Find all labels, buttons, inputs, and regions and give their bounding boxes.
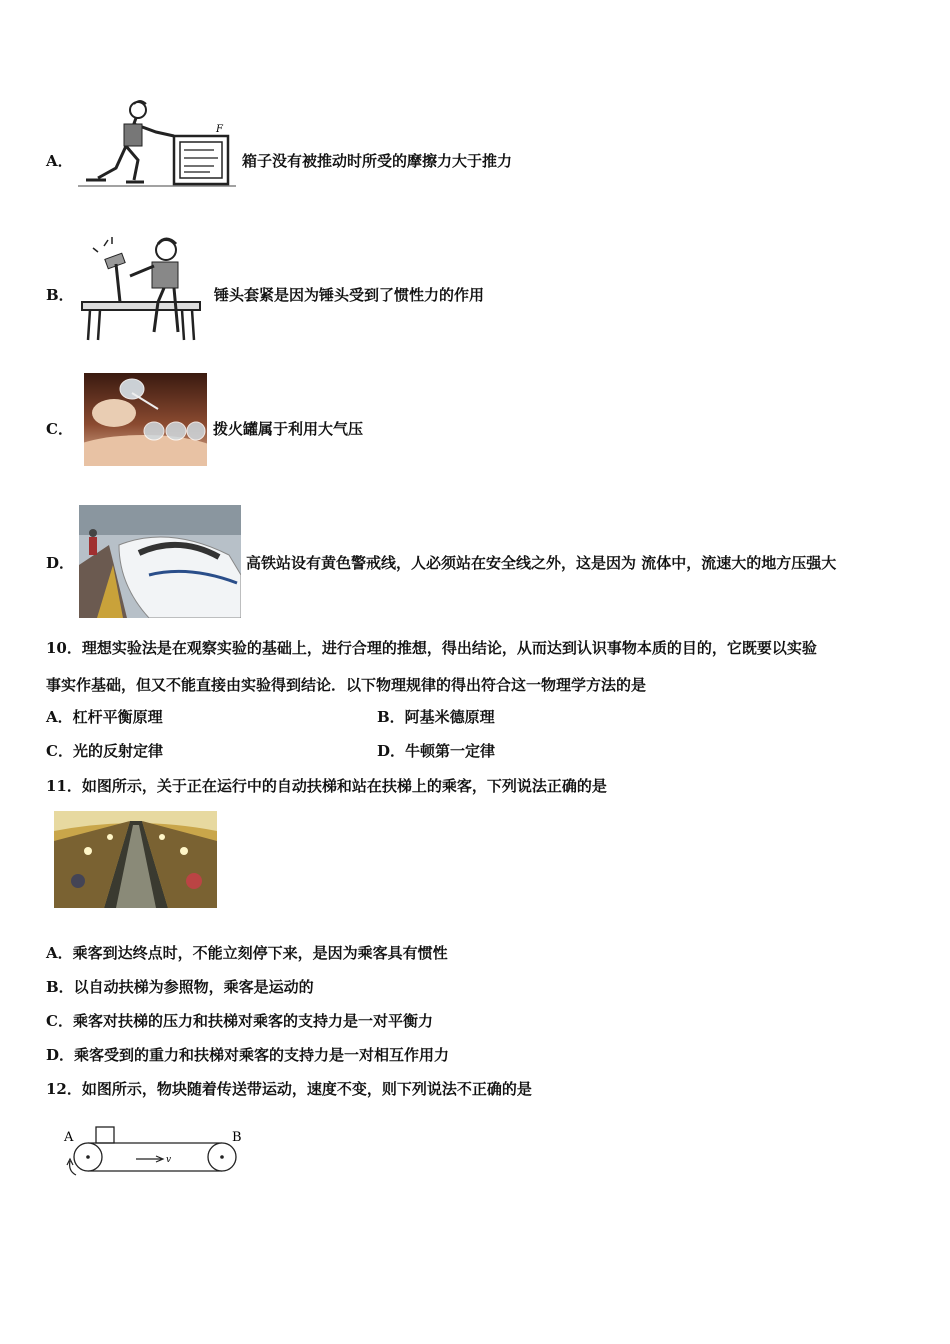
high-speed-train-image (79, 505, 241, 618)
option-b-letter: B． (46, 286, 74, 304)
cupping-image (84, 373, 207, 466)
block-shape (96, 1127, 114, 1143)
option-d-letter: D． (46, 554, 75, 572)
escalator-image (54, 811, 217, 908)
label-b: B (232, 1130, 242, 1145)
q12-stem: 12．如图所示，物块随着传送带运动，速度不变，则下列说法不正确的是 (46, 1080, 532, 1098)
q10-option-d: D．牛顿第一定律 (377, 742, 496, 760)
q10-option-a: A．杠杆平衡原理 (46, 708, 163, 726)
conveyor-belt-figure (60, 1123, 250, 1179)
q10-option-b: B．阿基米德原理 (377, 708, 495, 726)
q11-option-c: C．乘客对扶梯的压力和扶梯对乘客的支持力是一对平衡力 (46, 1012, 433, 1030)
q10-stem-line2: 事实作基础，但又不能直接由实验得到结论．以下物理规律的得出符合这一物理学方法的是 (46, 676, 647, 694)
option-b-text: 锤头套紧是因为锤头受到了惯性力的作用 (214, 286, 485, 304)
force-label: F (216, 124, 223, 135)
label-a: A (64, 1130, 74, 1145)
q11-option-b: B．以自动扶梯为参照物，乘客是运动的 (46, 978, 314, 996)
option-c-text: 拨火罐属于利用大气压 (213, 420, 364, 438)
hammer-bench-image (78, 236, 206, 344)
q11-option-d: D．乘客受到的重力和扶梯对乘客的支持力是一对相互作用力 (46, 1046, 450, 1064)
q10-option-c: C．光的反射定律 (46, 742, 163, 760)
option-c-letter: C． (46, 420, 73, 438)
option-d-text: 高铁站设有黄色警戒线，人必须站在安全线之外，这是因为 流体中，流速大的地方压强大 (246, 554, 837, 572)
q11-stem: 11．如图所示，关于正在运行中的自动扶梯和站在扶梯上的乘客，下列说法正确的是 (46, 777, 607, 795)
pushing-box-image (76, 98, 238, 190)
q11-option-a: A．乘客到达终点时，不能立刻停下来，是因为乘客具有惯性 (46, 944, 448, 962)
q10-stem-line1: 10．理想实验法是在观察实验的基础上，进行合理的推想，得出结论，从而达到认识事物本质的目的，它既要以实验 (46, 639, 817, 657)
option-a-letter: A． (46, 152, 73, 170)
velocity-label: v (166, 1155, 172, 1165)
option-a-text: 箱子没有被推动时所受的摩擦力大于推力 (242, 152, 513, 170)
